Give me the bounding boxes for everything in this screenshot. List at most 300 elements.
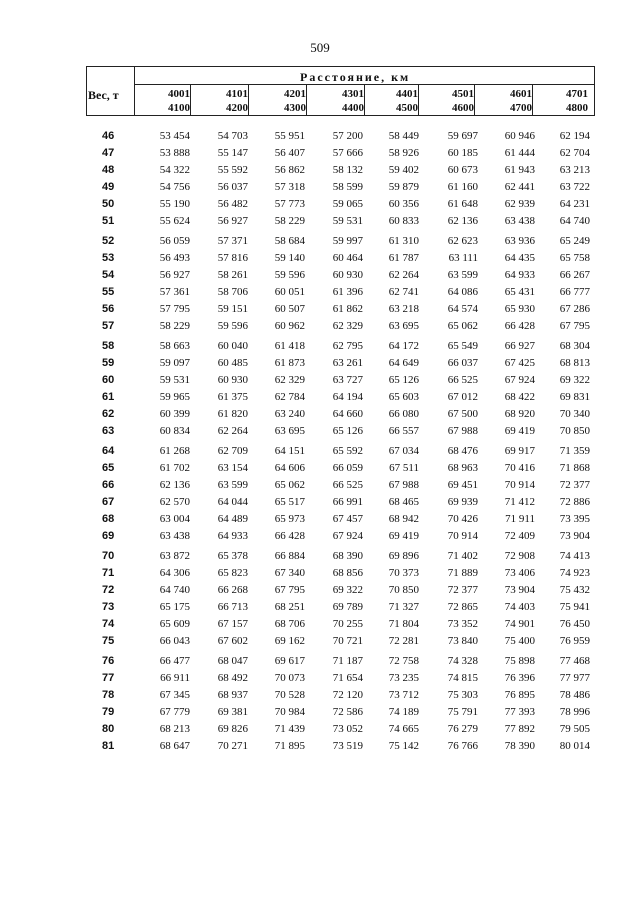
weight-cell: 74 [102, 617, 115, 630]
rate-cell: 60 930 [332, 268, 363, 281]
rate-cell: 70 255 [332, 617, 363, 630]
rate-cell: 70 914 [504, 478, 535, 491]
rate-cell: 69 789 [332, 600, 363, 613]
rate-cell: 72 758 [388, 655, 419, 667]
rate-cell: 64 489 [217, 512, 248, 525]
rate-cell: 59 697 [447, 130, 478, 142]
rate-cell: 63 004 [159, 512, 190, 525]
rate-cell: 72 908 [504, 550, 535, 562]
table-row [0, 513, 640, 530]
rate-cell: 71 359 [559, 445, 590, 457]
rate-cell: 66 525 [332, 478, 363, 491]
rate-cell: 71 402 [447, 550, 478, 562]
rate-cell: 59 402 [388, 163, 419, 176]
rate-cell: 61 787 [388, 251, 419, 264]
rate-cell: 66 037 [447, 356, 478, 369]
table-row [0, 672, 640, 689]
rate-cell: 71 911 [505, 512, 535, 525]
rate-cell: 64 172 [388, 340, 419, 352]
rate-cell: 67 924 [332, 529, 363, 542]
rate-cell: 71 327 [388, 600, 419, 613]
rate-cell: 63 599 [447, 268, 478, 281]
rate-cell: 63 111 [448, 251, 478, 264]
rate-cell: 64 044 [217, 495, 248, 508]
rate-cell: 68 492 [217, 671, 248, 684]
rate-cell: 68 047 [217, 655, 248, 667]
weight-cell: 61 [102, 390, 115, 403]
rate-cell: 63 872 [159, 550, 190, 562]
rate-cell: 75 898 [504, 655, 535, 667]
rate-cell: 64 606 [274, 461, 305, 474]
weight-cell: 62 [102, 407, 115, 420]
rate-cell: 68 213 [159, 722, 190, 735]
rate-cell: 61 820 [217, 407, 248, 420]
rate-cell: 67 345 [159, 688, 190, 701]
weight-cell: 67 [102, 495, 115, 508]
rate-cell: 71 804 [388, 617, 419, 630]
rate-cell: 71 187 [332, 655, 363, 667]
rate-cell: 74 923 [559, 566, 590, 579]
rate-cell: 60 356 [388, 197, 419, 210]
rate-cell: 64 231 [559, 197, 590, 210]
rate-cell: 67 511 [389, 461, 419, 474]
rate-cell: 56 927 [217, 214, 248, 227]
rate-cell: 65 758 [559, 251, 590, 264]
table-row [0, 391, 640, 408]
rate-cell: 66 428 [504, 319, 535, 332]
rate-cell: 65 603 [388, 390, 419, 403]
table-row [0, 303, 640, 320]
table-row [0, 655, 640, 672]
rate-cell: 63 261 [332, 356, 363, 369]
rate-cell: 70 340 [559, 407, 590, 420]
rate-cell: 69 896 [388, 550, 419, 562]
rate-cell: 66 713 [217, 600, 248, 613]
rate-cell: 67 988 [447, 424, 478, 437]
rate-cell: 65 062 [274, 478, 305, 491]
rate-cell: 58 599 [332, 180, 363, 193]
rate-cell: 61 943 [504, 163, 535, 176]
rate-cell: 72 886 [559, 495, 590, 508]
rate-cell: 68 390 [332, 550, 363, 562]
weight-cell: 79 [102, 705, 115, 718]
rate-cell: 64 574 [447, 302, 478, 315]
rate-cell: 57 371 [217, 235, 248, 247]
rate-cell: 73 904 [504, 583, 535, 596]
rate-cell: 67 457 [332, 512, 363, 525]
rate-cell: 64 086 [447, 285, 478, 298]
rate-cell: 73 406 [504, 566, 535, 579]
rate-cell: 64 660 [332, 407, 363, 420]
weight-cell: 54 [102, 268, 115, 281]
rate-cell: 65 930 [504, 302, 535, 315]
rate-cell: 64 933 [504, 268, 535, 281]
rate-cell: 65 823 [217, 566, 248, 579]
table-row [0, 462, 640, 479]
rate-cell: 60 185 [447, 146, 478, 159]
rate-cell: 76 279 [447, 722, 478, 735]
rate-cell: 60 399 [159, 407, 190, 420]
table-row [0, 374, 640, 391]
weight-column-header: Вес, т [88, 88, 119, 102]
rate-cell: 64 740 [559, 214, 590, 227]
table-row [0, 340, 640, 357]
rate-cell: 62 741 [388, 285, 419, 298]
rate-cell: 69 826 [217, 722, 248, 735]
table-row [0, 496, 640, 513]
rate-cell: 69 617 [274, 655, 305, 667]
rate-cell: 73 395 [559, 512, 590, 525]
rate-cell: 58 449 [388, 130, 419, 142]
table-row [0, 530, 640, 547]
rate-cell: 70 984 [274, 705, 305, 718]
rate-cell: 60 962 [274, 319, 305, 332]
rate-cell: 61 862 [332, 302, 363, 315]
rate-cell: 66 080 [388, 407, 419, 420]
table-row [0, 479, 640, 496]
rate-cell: 70 271 [217, 739, 248, 752]
rate-cell: 59 097 [159, 356, 190, 369]
page-number: 509 [310, 40, 330, 55]
rate-cell: 58 663 [159, 340, 190, 352]
rate-cell: 66 777 [559, 285, 590, 298]
range-to: 4300 [284, 102, 306, 114]
rate-cell: 63 727 [332, 373, 363, 386]
rate-cell: 68 304 [559, 340, 590, 352]
rate-cell: 69 419 [388, 529, 419, 542]
rate-cell: 60 040 [217, 340, 248, 352]
rate-cell: 62 264 [388, 268, 419, 281]
range-from: 4301 [342, 88, 364, 100]
range-to: 4400 [342, 102, 364, 114]
weight-cell: 78 [102, 688, 115, 701]
weight-cell: 51 [102, 214, 115, 227]
rate-cell: 59 065 [332, 197, 363, 210]
rate-cell: 63 695 [388, 319, 419, 332]
rate-cell: 62 795 [332, 340, 363, 352]
rate-cell: 68 251 [274, 600, 305, 613]
rate-cell: 67 500 [447, 407, 478, 420]
rate-cell: 78 486 [559, 688, 590, 701]
table-row [0, 618, 640, 635]
rate-cell: 70 850 [559, 424, 590, 437]
rate-cell: 64 435 [504, 251, 535, 264]
weight-cell: 56 [102, 302, 115, 315]
weight-cell: 80 [102, 722, 115, 735]
rate-cell: 62 136 [447, 214, 478, 227]
rate-cell: 56 927 [159, 268, 190, 281]
rate-cell: 73 840 [447, 634, 478, 647]
table-row [0, 252, 640, 269]
table-row [0, 357, 640, 374]
table-row [0, 130, 640, 147]
rate-cell: 72 281 [388, 634, 419, 647]
rate-cell: 66 477 [159, 655, 190, 667]
rate-cell: 69 939 [447, 495, 478, 508]
rate-cell: 67 988 [388, 478, 419, 491]
rate-cell: 72 377 [447, 583, 478, 596]
rate-cell: 59 596 [217, 319, 248, 332]
rate-cell: 68 465 [388, 495, 419, 508]
rate-cell: 60 051 [274, 285, 305, 298]
rate-cell: 66 428 [274, 529, 305, 542]
rate-cell: 58 684 [274, 235, 305, 247]
range-from: 4201 [284, 88, 306, 100]
rate-cell: 59 596 [274, 268, 305, 281]
rate-cell: 67 795 [274, 583, 305, 596]
rate-cell: 67 157 [217, 617, 248, 630]
range-from: 4601 [510, 88, 532, 100]
rate-cell: 80 014 [559, 739, 590, 752]
rate-cell: 57 666 [332, 146, 363, 159]
rate-cell: 63 213 [559, 163, 590, 176]
rate-cell: 62 784 [274, 390, 305, 403]
rate-cell: 68 476 [447, 445, 478, 457]
table-row [0, 408, 640, 425]
rate-cell: 64 306 [159, 566, 190, 579]
rate-cell: 60 507 [274, 302, 305, 315]
rate-cell: 66 911 [160, 671, 190, 684]
rate-cell: 73 712 [388, 688, 419, 701]
table-row [0, 740, 640, 757]
weight-cell: 59 [102, 356, 115, 369]
rate-cell: 76 959 [559, 634, 590, 647]
weight-cell: 47 [102, 146, 115, 159]
rate-cell: 53 454 [159, 130, 190, 142]
range-to: 4100 [168, 102, 190, 114]
weight-cell: 75 [102, 634, 115, 647]
range-from: 4001 [168, 88, 190, 100]
rate-cell: 65 549 [447, 340, 478, 352]
rate-cell: 62 623 [447, 235, 478, 247]
rate-cell: 71 439 [274, 722, 305, 735]
rate-cell: 65 249 [559, 235, 590, 247]
rate-cell: 56 862 [274, 163, 305, 176]
weight-cell: 64 [102, 445, 115, 457]
rate-cell: 55 951 [274, 130, 305, 142]
rate-cell: 61 396 [332, 285, 363, 298]
rate-cell: 65 592 [332, 445, 363, 457]
table-row [0, 269, 640, 286]
rate-cell: 70 528 [274, 688, 305, 701]
rate-cell: 70 416 [504, 461, 535, 474]
rate-cell: 64 649 [388, 356, 419, 369]
range-to: 4200 [226, 102, 248, 114]
rate-cell: 78 996 [559, 705, 590, 718]
rate-cell: 66 059 [332, 461, 363, 474]
weight-cell: 66 [102, 478, 115, 491]
rate-cell: 64 194 [332, 390, 363, 403]
rate-cell: 61 648 [447, 197, 478, 210]
rate-cell: 62 329 [332, 319, 363, 332]
rate-cell: 65 517 [274, 495, 305, 508]
rate-cell: 77 977 [559, 671, 590, 684]
weight-cell: 55 [102, 285, 115, 298]
rate-cell: 68 813 [559, 356, 590, 369]
rate-cell: 59 879 [388, 180, 419, 193]
rate-cell: 62 264 [217, 424, 248, 437]
weight-cell: 81 [102, 739, 115, 752]
rate-cell: 65 126 [388, 373, 419, 386]
weight-cell: 77 [102, 671, 115, 684]
rate-cell: 79 505 [559, 722, 590, 735]
rate-cell: 66 525 [447, 373, 478, 386]
range-from: 4401 [396, 88, 418, 100]
rate-cell: 58 132 [332, 163, 363, 176]
rate-cell: 70 373 [388, 566, 419, 579]
rate-cell: 62 329 [274, 373, 305, 386]
rate-cell: 63 154 [217, 461, 248, 474]
rate-cell: 65 062 [447, 319, 478, 332]
rate-cell: 70 426 [447, 512, 478, 525]
rate-cell: 73 052 [332, 722, 363, 735]
rate-cell: 69 381 [217, 705, 248, 718]
rate-cell: 56 059 [159, 235, 190, 247]
rate-cell: 58 706 [217, 285, 248, 298]
weight-cell: 68 [102, 512, 115, 525]
weight-cell: 70 [102, 550, 115, 562]
weight-cell: 69 [102, 529, 115, 542]
rate-cell: 63 936 [504, 235, 535, 247]
table-row [0, 235, 640, 252]
rate-cell: 78 390 [504, 739, 535, 752]
table-row [0, 425, 640, 442]
weight-cell: 48 [102, 163, 115, 176]
rate-cell: 64 151 [274, 445, 305, 457]
rate-cell: 74 189 [388, 705, 419, 718]
rate-cell: 63 599 [217, 478, 248, 491]
rate-cell: 54 322 [159, 163, 190, 176]
rate-cell: 56 407 [274, 146, 305, 159]
range-from: 4701 [566, 88, 588, 100]
rate-cell: 59 151 [217, 302, 248, 315]
rate-cell: 57 200 [332, 130, 363, 142]
rate-cell: 72 120 [332, 688, 363, 701]
rate-cell: 70 850 [388, 583, 419, 596]
rate-cell: 69 322 [332, 583, 363, 596]
table-row [0, 635, 640, 652]
rate-cell: 67 924 [504, 373, 535, 386]
table-row [0, 706, 640, 723]
rate-cell: 65 378 [217, 550, 248, 562]
rate-cell: 63 438 [159, 529, 190, 542]
rate-cell: 65 609 [159, 617, 190, 630]
rate-cell: 66 927 [504, 340, 535, 352]
rate-cell: 74 901 [504, 617, 535, 630]
rate-cell: 57 795 [159, 302, 190, 315]
rate-cell: 64 740 [159, 583, 190, 596]
rate-cell: 60 673 [447, 163, 478, 176]
rate-cell: 62 704 [559, 146, 590, 159]
rate-cell: 56 482 [217, 197, 248, 210]
rate-cell: 54 703 [217, 130, 248, 142]
rate-cell: 69 917 [504, 445, 535, 457]
table-row [0, 320, 640, 337]
weight-cell: 65 [102, 461, 115, 474]
weight-cell: 60 [102, 373, 115, 386]
table-row [0, 164, 640, 181]
rate-cell: 71 889 [447, 566, 478, 579]
rate-cell: 62 939 [504, 197, 535, 210]
weight-cell: 73 [102, 600, 115, 613]
rate-cell: 68 647 [159, 739, 190, 752]
rate-cell: 76 895 [504, 688, 535, 701]
rate-cell: 59 531 [159, 373, 190, 386]
rate-cell: 75 303 [447, 688, 478, 701]
rate-cell: 66 991 [332, 495, 363, 508]
rate-cell: 66 884 [274, 550, 305, 562]
rate-cell: 57 773 [274, 197, 305, 210]
rate-cell: 58 229 [274, 214, 305, 227]
table-row [0, 689, 640, 706]
rate-cell: 67 425 [504, 356, 535, 369]
rate-cell: 65 431 [504, 285, 535, 298]
rate-cell: 72 865 [447, 600, 478, 613]
weight-cell: 63 [102, 424, 115, 437]
rate-cell: 68 937 [217, 688, 248, 701]
table-row [0, 198, 640, 215]
rate-cell: 60 485 [217, 356, 248, 369]
rate-cell: 61 444 [504, 146, 535, 159]
rate-cell: 69 162 [274, 634, 305, 647]
rate-cell: 60 946 [504, 130, 535, 142]
rate-cell: 75 142 [388, 739, 419, 752]
rate-cell: 74 403 [504, 600, 535, 613]
rate-cell: 67 795 [559, 319, 590, 332]
rate-cell: 63 722 [559, 180, 590, 193]
rate-cell: 60 833 [388, 214, 419, 227]
rate-cell: 75 400 [504, 634, 535, 647]
rate-cell: 59 997 [332, 235, 363, 247]
rate-cell: 67 012 [447, 390, 478, 403]
rate-cell: 77 892 [504, 722, 535, 735]
rate-cell: 72 586 [332, 705, 363, 718]
rate-cell: 74 815 [447, 671, 478, 684]
rate-cell: 68 942 [388, 512, 419, 525]
rate-cell: 62 136 [159, 478, 190, 491]
rate-cell: 69 451 [447, 478, 478, 491]
table-row [0, 147, 640, 164]
rate-cell: 55 624 [159, 214, 190, 227]
rate-cell: 73 519 [332, 739, 363, 752]
distance-header: Расстояние, км [300, 70, 411, 84]
rate-cell: 65 175 [159, 600, 190, 613]
rate-cell: 74 328 [447, 655, 478, 667]
table-row [0, 286, 640, 303]
weight-cell: 46 [102, 130, 115, 142]
rate-cell: 70 721 [332, 634, 363, 647]
rate-cell: 66 557 [388, 424, 419, 437]
rate-cell: 53 888 [159, 146, 190, 159]
rate-cell: 68 920 [504, 407, 535, 420]
weight-cell: 53 [102, 251, 115, 264]
rate-cell: 62 441 [504, 180, 535, 193]
rate-cell: 64 933 [217, 529, 248, 542]
rate-cell: 76 766 [447, 739, 478, 752]
table-row [0, 445, 640, 462]
range-to: 4500 [396, 102, 418, 114]
rate-cell: 68 422 [504, 390, 535, 403]
range-to: 4600 [452, 102, 474, 114]
rate-cell: 75 941 [559, 600, 590, 613]
range-to: 4700 [510, 102, 532, 114]
rate-cell: 68 963 [447, 461, 478, 474]
rate-cell: 68 706 [274, 617, 305, 630]
rate-cell: 58 229 [159, 319, 190, 332]
range-from: 4501 [452, 88, 474, 100]
rate-cell: 73 235 [388, 671, 419, 684]
table-row [0, 567, 640, 584]
